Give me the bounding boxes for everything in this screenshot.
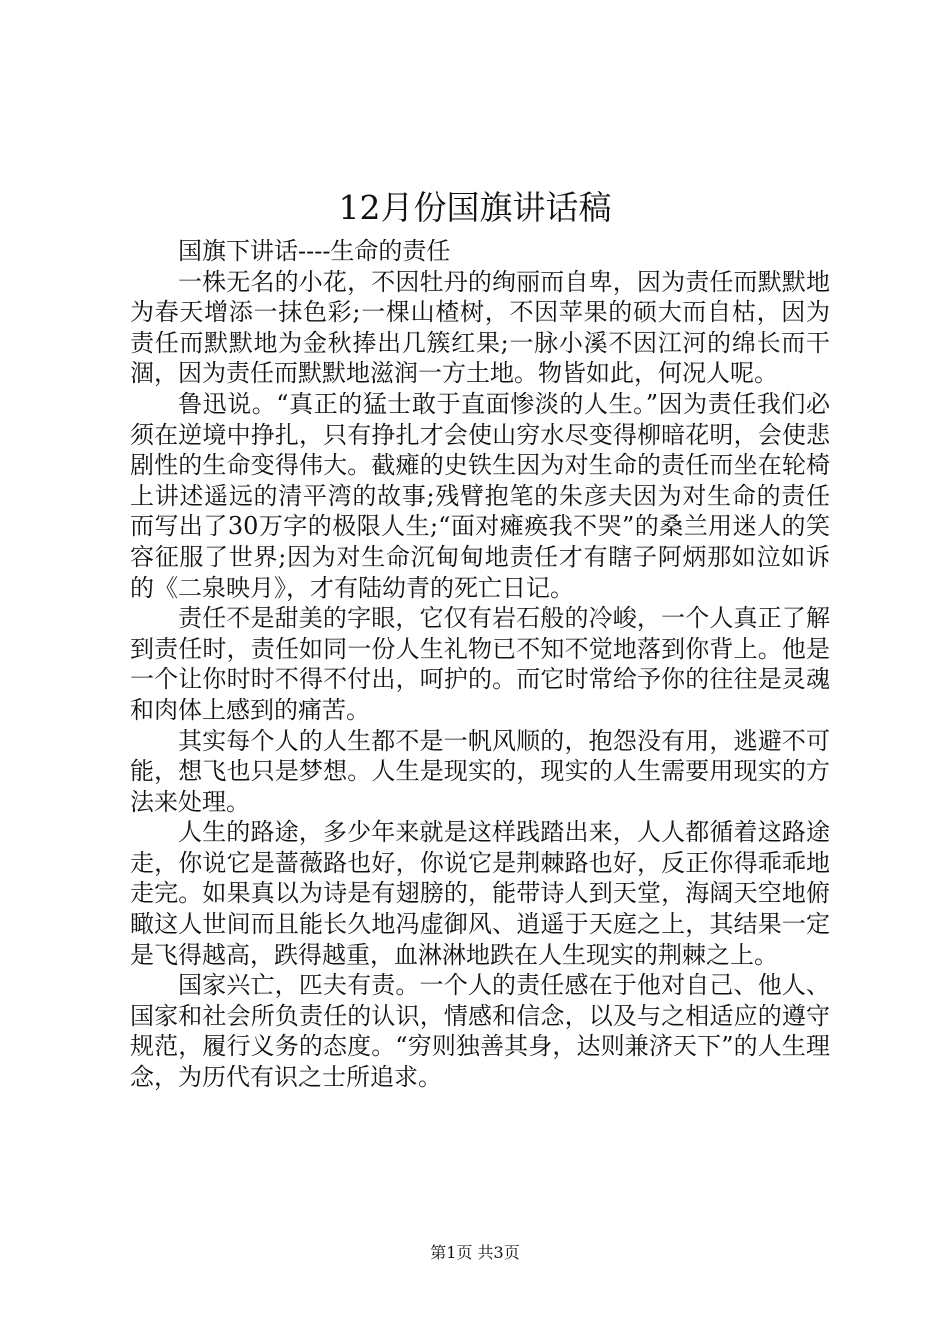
paragraph-subtitle: 国旗下讲话----生命的责任 xyxy=(178,237,451,265)
document-body xyxy=(130,236,830,1093)
paragraph: 一株无名的小花，不因牡丹的绚丽而自卑，因为责任而默默地为春天增添一抹色彩;一棵山楂树，不因苹果的硕大而自枯，因为责任而默默地为金秋捧出几簇红果;一脉小溪不因江河的绵长而干涸，因为责任而默默地滋润一方土地。物皆如此，何况人呢。 xyxy=(130,267,830,388)
document-title: 12月份国旗讲话稿 xyxy=(338,188,612,227)
paragraph: 人生的路途，多少年来就是这样践踏出来，人人都循着这路途走，你说它是蔷薇路也好，你说它是荆棘路也好，反正你得乖乖地走完。如果真以为诗是有翅膀的，能带诗人到天堂，海阔天空地俯瞰这人世间而且能长久地冯虚御风、逍遥于天庭之上，其结果一定是飞得越高，跌得越重，血淋淋地跌在人生现实的荆棘之上。 xyxy=(130,818,830,969)
paragraph: 国家兴亡，匹夫有责。一个人的责任感在于他对自己、他人、国家和社会所负责任的认识，情感和信念，以及与之相适应的遵守规范，履行义务的态度。“穷则独善其身，达则兼济天下”的人生理念，为历代有识之士所追求。 xyxy=(130,971,830,1092)
paragraph: 鲁迅说。“真正的猛士敢于直面惨淡的人生。”因为责任我们必须在逆境中挣扎，只有挣扎才会使山穷水尽变得柳暗花明，会使悲剧性的生命变得伟大。截瘫的史铁生因为对生命的责任而坐在轮椅上讲述遥远的清平湾的故事;残臂抱笔的朱彦夫因为对生命的责任而写出了30万字的极限人生;“面对瘫痪我不哭”的桑兰用迷人的笑容征服了世界;因为对生命沉甸甸地责任才有瞎子阿炳那如泣如诉的《二泉映月》，才有陆幼青的死亡日记。 xyxy=(130,389,830,602)
page-footer: 第1页 共3页 xyxy=(430,1243,520,1262)
paragraph: 责任不是甜美的字眼，它仅有岩石般的冷峻，一个人真正了解到责任时，责任如同一份人生礼物已不知不觉地落到你背上。他是一个让你时时不得不付出，呵护的。而它时常给予你的往往是灵魂和肉体上感到的痛苦。 xyxy=(130,604,830,724)
paragraph: 其实每个人的人生都不是一帆风顺的，抱怨没有用，逃避不可能，想飞也只是梦想。人生是现实的，现实的人生需要用现实的方法来处理。 xyxy=(130,726,830,816)
